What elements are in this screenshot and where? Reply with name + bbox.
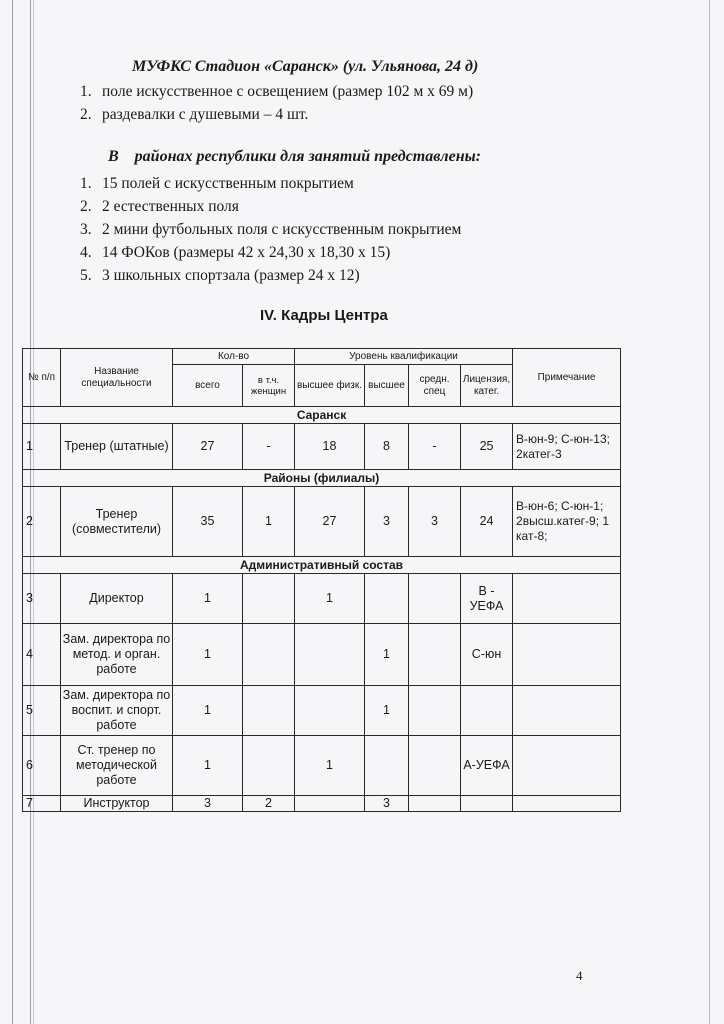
header-women: в т.ч. женщин (243, 365, 295, 407)
list-item: 2. 2 естественных поля (80, 198, 239, 215)
stadium-list (80, 80, 473, 126)
districts-list (80, 172, 461, 287)
list-item: 4. 14 ФОКов (размеры 42 х 24,30 х 18,30 х 15) (80, 244, 391, 261)
table-row: 7 Инструктор 3 2 3 (23, 796, 621, 812)
list-item: 2. раздевалки с душевыми – 4 шт. (80, 106, 309, 123)
section-row-districts: Районы (филиалы) (23, 470, 621, 487)
header-secondary: средн. спец (409, 365, 461, 407)
list-item: 3. 2 мини футбольных поля с искусственным покрытием (80, 221, 462, 238)
list-item: 1. поле искусственное с освещением (размер 102 м х 69 м) (80, 83, 474, 100)
header-higher-phys: высшее физк. (295, 365, 365, 407)
table-row: 4 Зам. директора по метод. и орган. работе 1 1 С-юн (23, 624, 621, 686)
header-total: всего (173, 365, 243, 407)
header-count-group: Кол-во (173, 349, 295, 365)
section-heading: IV. Кадры Центра (260, 307, 388, 324)
list-item: 5. 3 школьных спортзала (размер 24 х 12) (80, 267, 360, 284)
binder-line (12, 0, 13, 1024)
table-row: 6 Ст. тренер по методической работе 1 1 А-УЕФА (23, 736, 621, 796)
header-note: Примечание (513, 349, 621, 407)
districts-title: В районах республики для занятий представлены: (108, 148, 482, 165)
header-num: № п/п (23, 349, 61, 407)
header-higher: высшее (365, 365, 409, 407)
table-row: 5 Зам. директора по воспит. и спорт. работе 1 1 (23, 686, 621, 736)
list-item: 1. 15 полей с искусственным покрытием (80, 175, 354, 192)
header-qualification-group: Уровень квалификации (295, 349, 513, 365)
table-row: 3 Директор 1 1 В - УЕФА (23, 574, 621, 624)
page-number: 4 (576, 968, 583, 983)
table-row: 1 Тренер (штатные) 27 - 18 8 - 25 В-юн-9; С-юн-13; 2катег-3 (23, 424, 621, 470)
page-edge (709, 0, 710, 1024)
header-license: Лицензия, катег. (461, 365, 513, 407)
stadium-title: МУФКС Стадион «Саранск» (ул. Ульянова, 24 д) (132, 58, 479, 75)
header-name: Название специальности (61, 349, 173, 407)
staff-table (22, 348, 621, 812)
section-row-saransk: Саранск (23, 407, 621, 424)
section-row-admin: Административный состав (23, 557, 621, 574)
table-row: 2 Тренер (совместители) 35 1 27 3 3 24 В-юн-6; С-юн-1; 2высш.катег-9; 1 кат-8; (23, 487, 621, 557)
